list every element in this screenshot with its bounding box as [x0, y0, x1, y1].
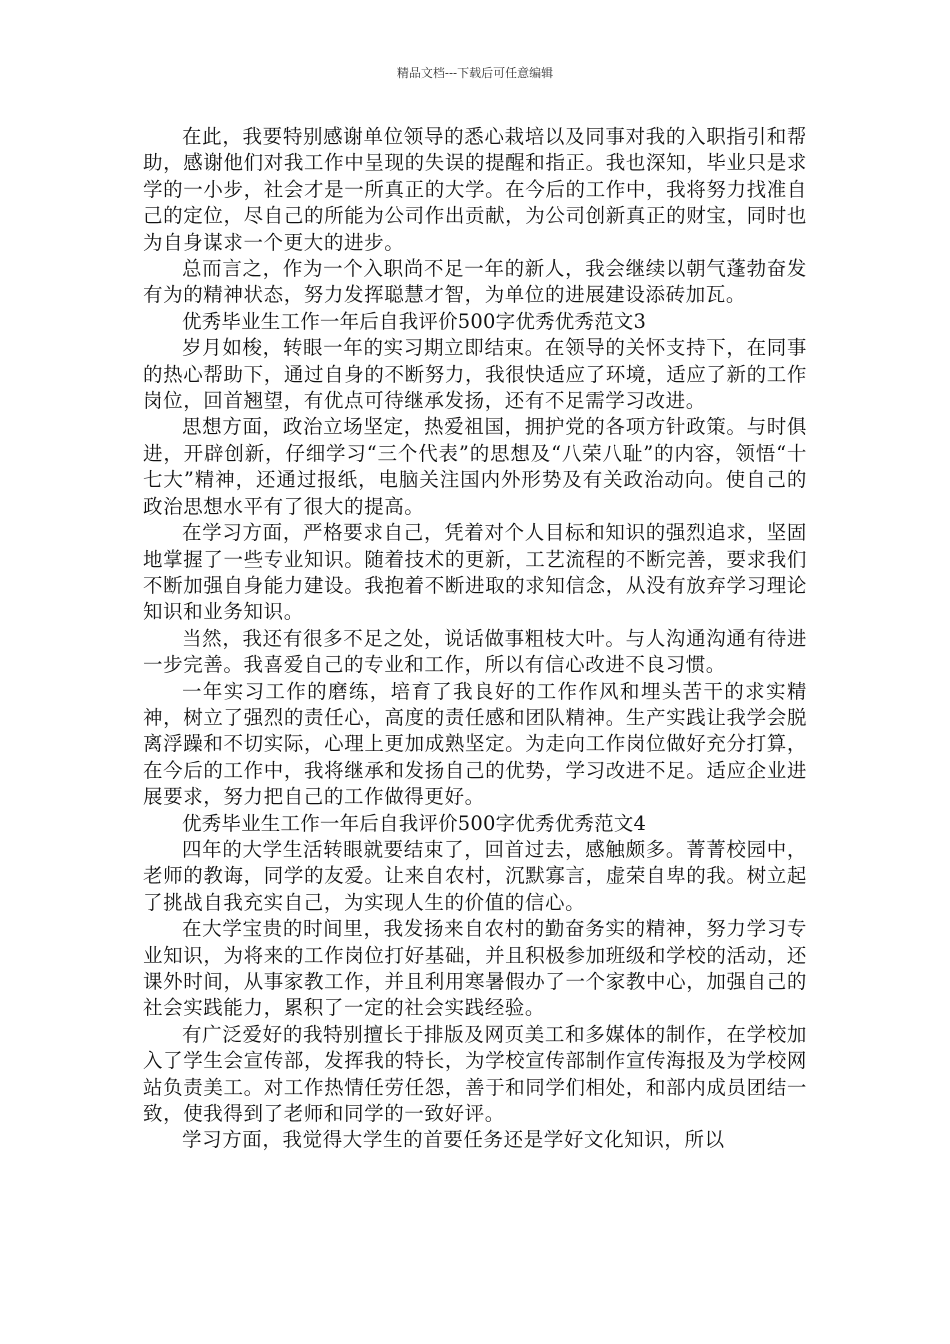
paragraph: 有广泛爱好的我特别擅长于排版及网页美工和多媒体的制作，在学校加入了学生会宣传部，发挥我的特长，为学校宣传部制作宣传海报及为学校网站负责美工。对工作热情任劳任怨，善于和同学们相处，和部内成员团结一致，使我得到了老师和同学的一致好评。: [143, 1022, 807, 1126]
paragraph: 思想方面，政治立场坚定，热爱祖国，拥护党的各项方针政策。与时俱进，开辟创新，仔细学习“三个代表”的思想及“八荣八耻”的内容，领悟“十七大”精神，还通过报纸，电脑关注国内外形势及有关政治动向。使自己的政治思想水平有了很大的提高。: [143, 415, 807, 518]
paragraph: 四年的大学生活转眼就要结束了，回首过去，感触颇多。菁菁校园中，老师的教诲，同学的友爱。让来自农村，沉默寡言，虚荣自卑的我。树立起了挑战自我充实自己，为实现人生的价值的信心。: [143, 837, 807, 914]
paragraph: 学习方面，我觉得大学生的首要任务还是学好文化知识，所以: [182, 1128, 725, 1152]
page-header: 精品文档---下载后可任意编辑: [396, 66, 554, 80]
paragraph: 在大学宝贵的时间里，我发扬来自农村的勤奋务实的精神，努力学习专业知识，为将来的工作岗位打好基础，并且积极参加班级和学校的活动，还课外时间，从事家教工作，并且利用寒暑假办了一个家教中心，加强自己的社会实践能力，累积了一定的社会实践经验。: [143, 917, 807, 1020]
paragraph: 岁月如梭，转眼一年的实习期立即结束。在领导的关怀支持下，在同事的热心帮助下，通过自身的不断努力，我很快适应了环境，适应了新的工作岗位，回首翘望，有优点可待继承发扬，还有不足需学习改进。: [143, 336, 807, 413]
document-body: [143, 124, 807, 1154]
paragraph: 在此，我要特别感谢单位领导的悉心栽培以及同事对我的入职指引和帮助，感谢他们对我工作中呈现的失误的提醒和指正。我也深知，毕业只是求学的一小步，社会才是一所真正的大学。在今后的工作中，我将努力找准自己的定位，尽自己的所能为公司作出贡献，为公司创新真正的财宝，同时也为自身谋求一个更大的进步。: [143, 125, 807, 254]
paragraph: 一年实习工作的磨练，培育了我良好的工作作风和埋头苦干的求实精神，树立了强烈的责任心，高度的责任感和团队精神。生产实践让我学会脱离浮躁和不切实际，心理上更加成熟坚定。为走向工作岗位做好充分打算，在今后的工作中，我将继承和发扬自己的优势，学习改进不足。适应企业进展要求，努力把自己的工作做得更好。: [143, 679, 807, 809]
paragraph: 当然，我还有很多不足之处，说话做事粗枝大叶。与人沟通沟通有待进一步完善。我喜爱自己的专业和工作，所以有信心改进不良习惯。: [143, 626, 807, 677]
section-heading: 优秀毕业生工作一年后自我评价500字优秀优秀范文3: [182, 309, 647, 333]
paragraph: 总而言之，作为一个入职尚不足一年的新人，我会继续以朝气蓬勃奋发有为的精神状态，努力发挥聪慧才智，为单位的进展建设添砖加瓦。: [143, 257, 807, 307]
section-heading: 优秀毕业生工作一年后自我评价500字优秀优秀范文4: [182, 811, 647, 835]
paragraph: 在学习方面，严格要求自己，凭着对个人目标和知识的强烈追求，坚固地掌握了一些专业知识。随着技术的更新，工艺流程的不断完善，要求我们不断加强自身能力建设。我抱着不断进取的求知信念，从没有放弃学习理论知识和业务知识。: [143, 521, 807, 624]
